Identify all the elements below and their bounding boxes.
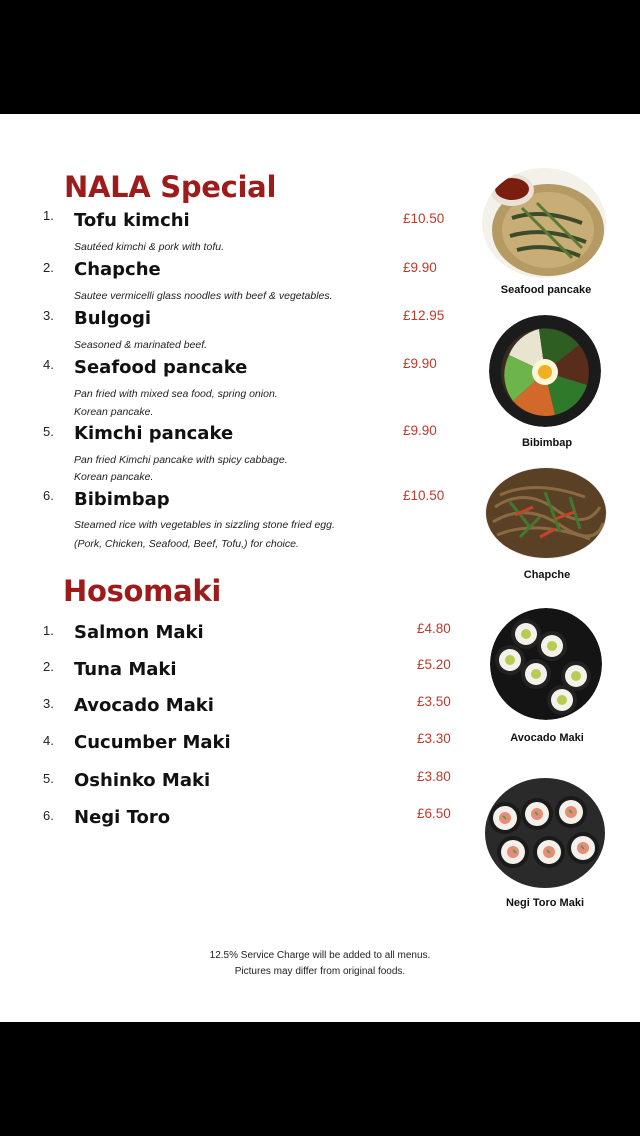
item-number: 2. <box>43 659 54 674</box>
item-number: 6. <box>43 488 54 503</box>
item-name: Salmon Maki <box>74 622 204 643</box>
item-number: 1. <box>43 623 54 638</box>
item-price: £3.30 <box>417 731 451 746</box>
seafood-pancake-photo <box>482 168 606 278</box>
chapche-photo <box>485 467 607 559</box>
avocado-maki-photo <box>490 608 602 720</box>
item-price: £3.50 <box>417 694 451 709</box>
bibimbap-photo <box>489 315 601 427</box>
item-name: Bulgogi <box>74 308 152 329</box>
item-name: Tuna Maki <box>74 659 177 680</box>
item-description: (Pork, Chicken, Seafood, Beef, Tofu,) for choice. <box>74 538 299 550</box>
menu-page <box>0 114 640 1022</box>
item-description: Pan fried with mixed sea food, spring onion. <box>74 388 278 400</box>
photo-caption: Bibimbap <box>521 437 573 449</box>
item-price: £5.20 <box>417 657 451 672</box>
item-price: £10.50 <box>403 488 445 503</box>
negi-toro-maki-photo <box>483 776 607 890</box>
item-name: Seafood pancake <box>74 357 248 378</box>
item-description: Steamed rice with vegetables in sizzling stone fried egg. <box>74 519 335 531</box>
item-price: £6.50 <box>417 806 451 821</box>
photo-caption: Seafood pancake <box>500 284 592 296</box>
item-number: 5. <box>43 771 54 786</box>
footer-disclaimer: Pictures may differ from original foods. <box>234 966 406 977</box>
item-description: Seasoned & marinated beef. <box>74 339 208 351</box>
item-description: Sautéed kimchi & pork with tofu. <box>74 241 224 253</box>
item-description: Sautee vermicelli glass noodles with beef & vegetables. <box>74 290 333 302</box>
item-description: Korean pancake. <box>74 406 154 418</box>
section-title-nala-special: NALA Special <box>64 170 277 204</box>
item-name: Cucumber Maki <box>74 732 231 753</box>
item-price: £3.80 <box>417 769 451 784</box>
item-price: £4.80 <box>417 621 451 636</box>
section-title-hosomaki: Hosomaki <box>63 574 221 608</box>
item-price: £12.95 <box>403 308 445 323</box>
item-name: Oshinko Maki <box>74 770 211 791</box>
item-number: 3. <box>43 308 54 323</box>
item-price: £9.90 <box>403 356 437 371</box>
item-name: Tofu kimchi <box>74 210 190 231</box>
footer-service-charge: 12.5% Service Charge will be added to all menus. <box>209 950 431 961</box>
item-price: £9.90 <box>403 260 437 275</box>
item-number: 4. <box>43 733 54 748</box>
item-number: 4. <box>43 357 54 372</box>
item-number: 2. <box>43 260 54 275</box>
item-description: Korean pancake. <box>74 471 154 483</box>
item-number: 1. <box>43 208 54 223</box>
item-description: Pan fried Kimchi pancake with spicy cabbage. <box>74 454 288 466</box>
item-name: Chapche <box>74 259 161 280</box>
item-name: Negi Toro <box>74 807 171 828</box>
item-number: 5. <box>43 424 54 439</box>
item-number: 6. <box>43 808 54 823</box>
item-price: £10.50 <box>403 211 445 226</box>
item-name: Bibimbap <box>74 489 170 510</box>
item-number: 3. <box>43 696 54 711</box>
item-price: £9.90 <box>403 423 437 438</box>
item-name: Avocado Maki <box>74 695 214 716</box>
item-name: Kimchi pancake <box>74 423 234 444</box>
photo-caption: Chapche <box>523 569 571 581</box>
photo-caption: Negi Toro Maki <box>505 897 585 909</box>
photo-caption: Avocado Maki <box>510 732 584 744</box>
